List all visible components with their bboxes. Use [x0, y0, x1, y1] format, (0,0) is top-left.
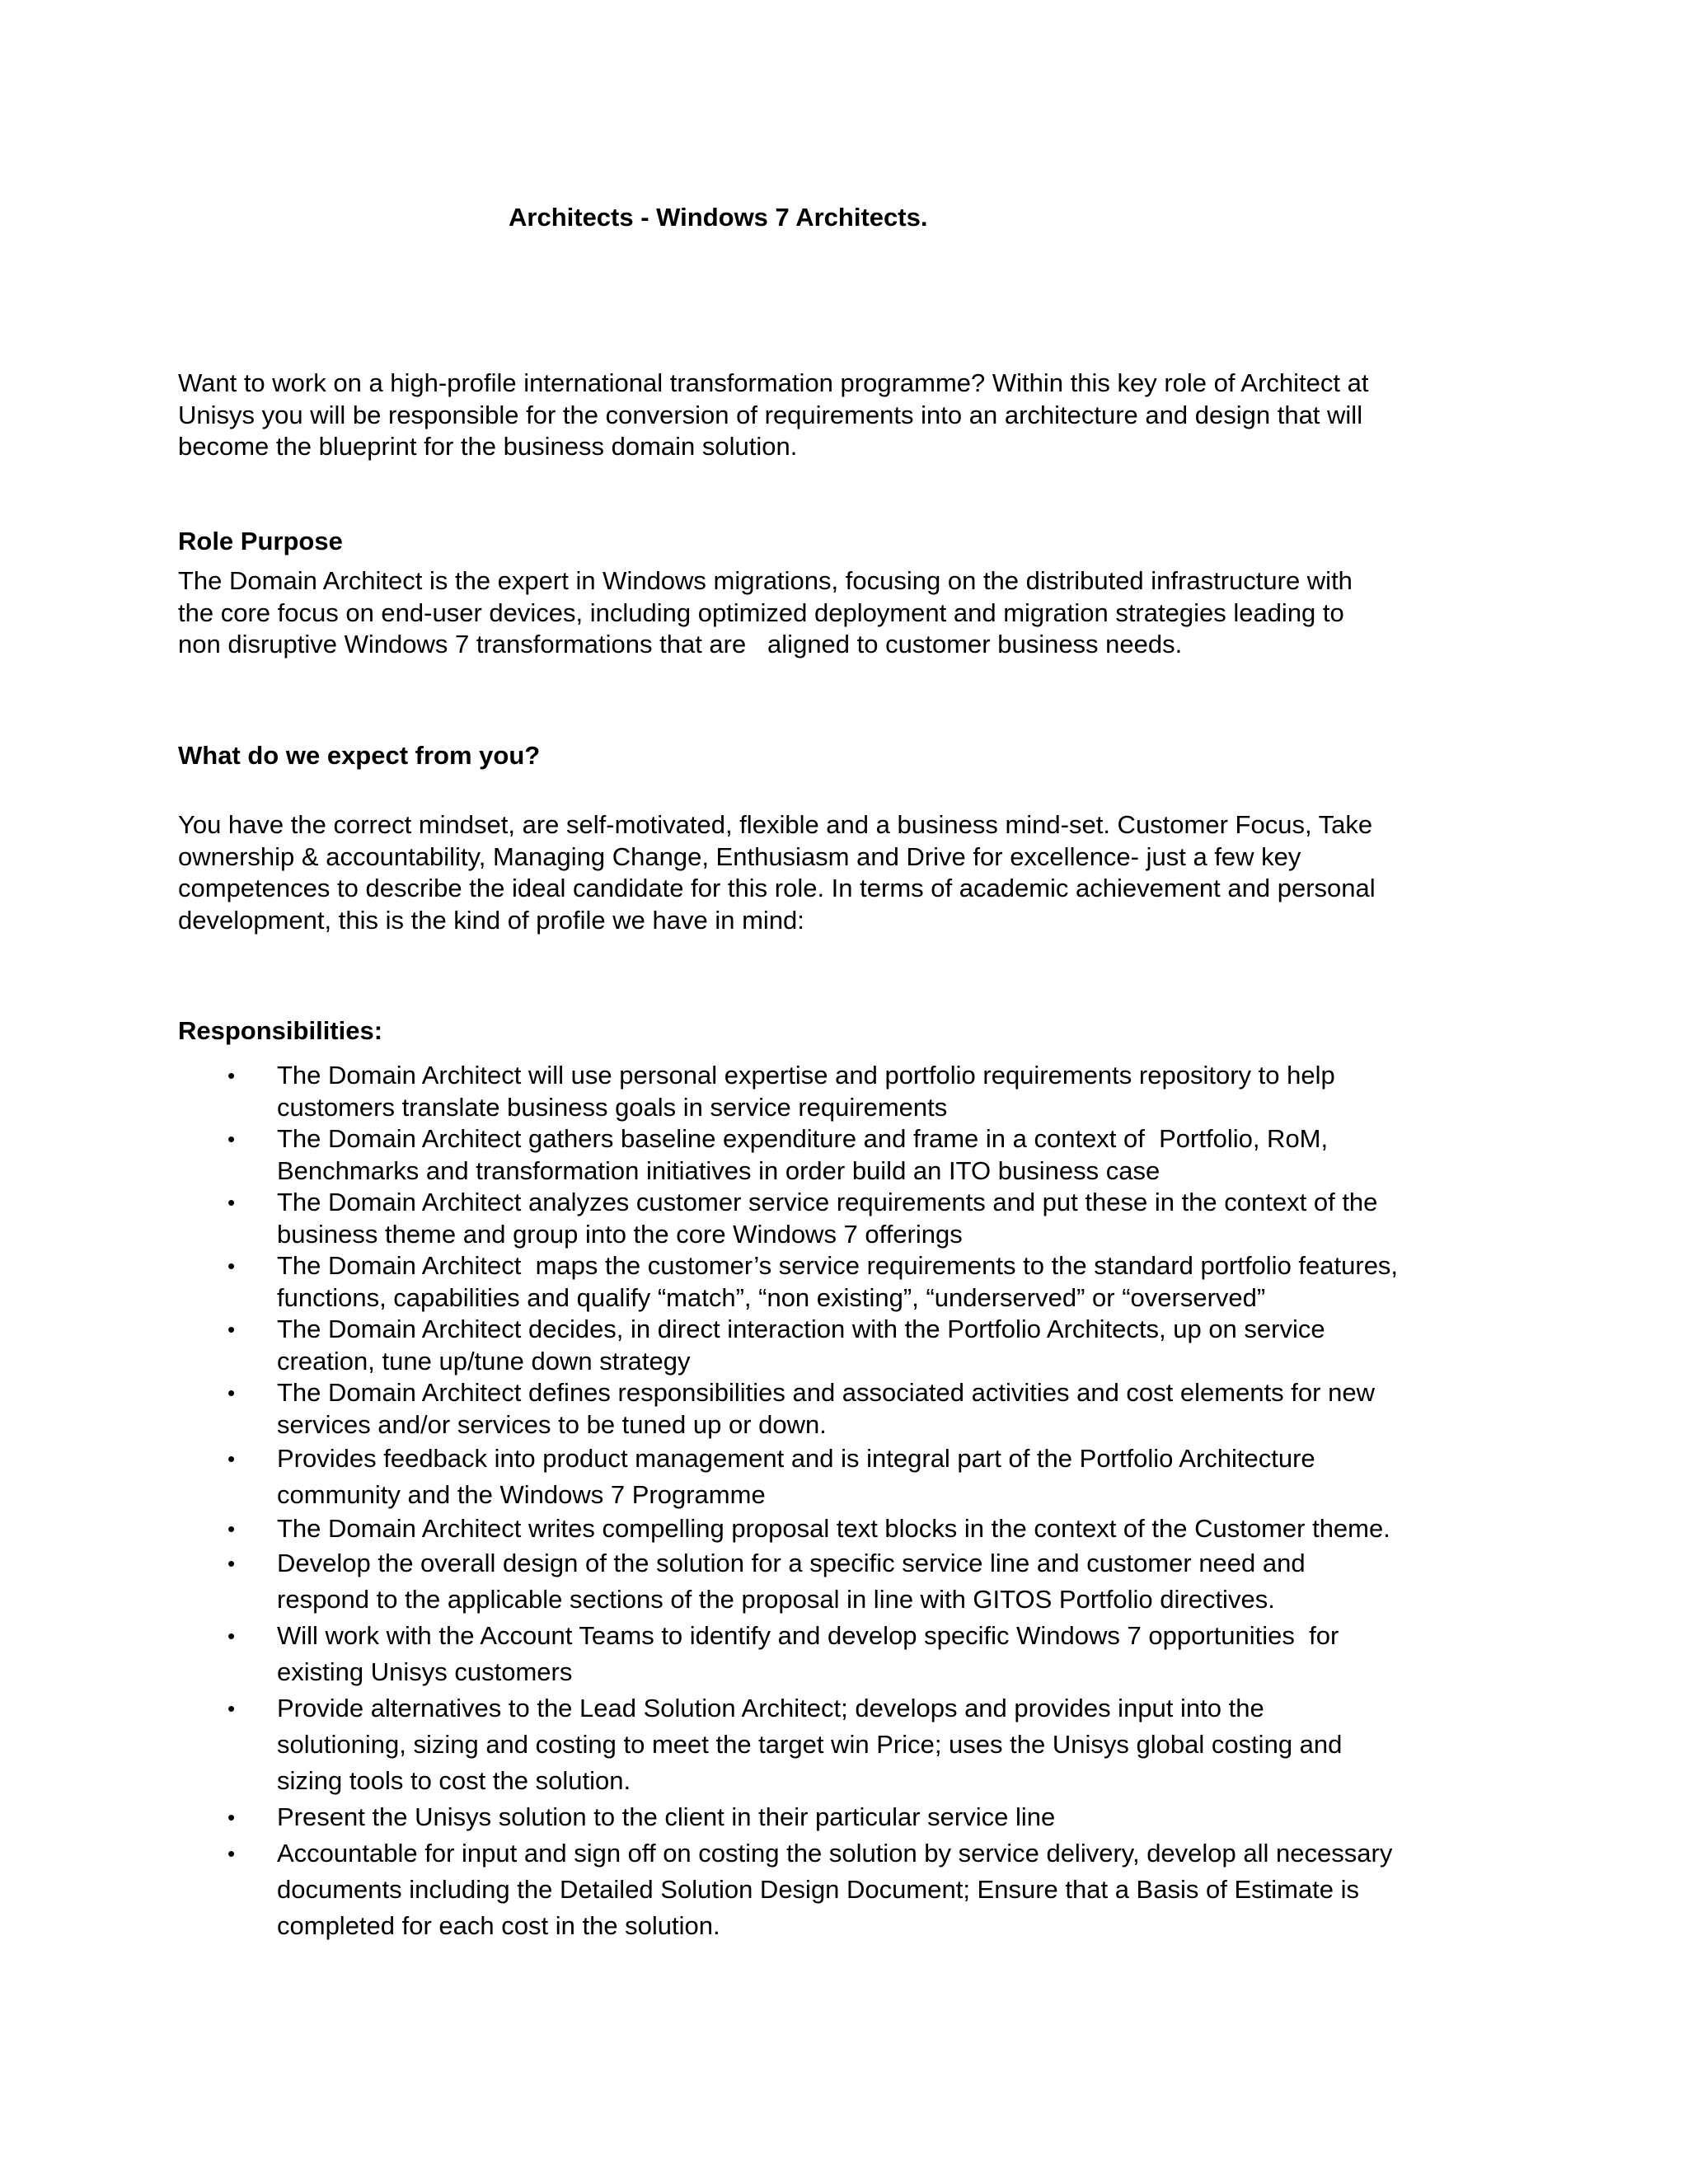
responsibility-line: functions, capabilities and qualify “match”, “non existing”, “underserved” or “overserved”	[277, 1282, 1266, 1312]
intro-line: Unisys you will be responsible for the conversion of requirements into an architecture and design that will	[178, 400, 1363, 429]
responsibility-item	[0, 1799, 1688, 1835]
bullet-icon: •	[227, 1190, 236, 1215]
responsibility-item	[0, 1123, 1688, 1187]
responsibility-line: The Domain Architect will use personal expertise and portfolio requirements repository to help	[277, 1061, 1335, 1090]
responsibility-item	[0, 1545, 1688, 1618]
responsibility-line: existing Unisys customers	[277, 1657, 573, 1686]
responsibility-item	[0, 1314, 1688, 1377]
expectations-line: ownership & accountability, Managing Change, Enthusiasm and Drive for excellence- just a few key	[178, 841, 1301, 871]
responsibilities-heading: Responsibilities:	[178, 1016, 383, 1045]
bullet-icon: •	[227, 1446, 236, 1471]
responsibility-item	[0, 1835, 1688, 1944]
responsibility-item	[0, 1377, 1688, 1441]
responsibility-line: The Domain Architect maps the customer’s service requirements to the standard portfolio features,	[277, 1251, 1399, 1280]
responsibility-item	[0, 1250, 1688, 1314]
responsibility-item	[0, 1187, 1688, 1250]
bullet-icon: •	[227, 1317, 236, 1342]
role-purpose-paragraph	[178, 565, 1505, 661]
bullet-icon: •	[227, 1623, 236, 1648]
responsibility-line: Provide alternatives to the Lead Solution Architect; develops and provides input into the	[277, 1693, 1264, 1722]
bullet-icon: •	[227, 1516, 236, 1541]
responsibility-item	[0, 1513, 1688, 1545]
expectations-line: You have the correct mindset, are self-motivated, flexible and a business mind-set. Customer Focus, Take	[178, 810, 1373, 839]
responsibility-line: completed for each cost in the solution.	[277, 1910, 720, 1940]
expectations-paragraph	[178, 809, 1505, 936]
bullet-icon: •	[227, 1127, 236, 1151]
responsibility-item	[0, 1690, 1688, 1799]
responsibility-line: customers translate business goals in service requirements	[277, 1092, 948, 1122]
responsibility-item	[0, 1618, 1688, 1690]
document-title: Architects - Windows 7 Architects.	[509, 203, 928, 232]
responsibility-line: creation, tune up/tune down strategy	[277, 1346, 691, 1376]
responsibility-line: Present the Unisys solution to the client in their particular service line	[277, 1802, 1056, 1831]
role-purpose-line: The Domain Architect is the expert in Windows migrations, focusing on the distributed infrastructure with	[178, 566, 1353, 595]
responsibility-line: The Domain Architect gathers baseline expenditure and frame in a context of Portfolio, RoM,	[277, 1124, 1329, 1153]
responsibility-line: documents including the Detailed Solution Design Document; Ensure that a Basis of Estimate is	[277, 1874, 1360, 1904]
responsibility-line: The Domain Architect analyzes customer service requirements and put these in the context of the	[277, 1188, 1378, 1216]
intro-line: Want to work on a high-profile international transformation programme? Within this key role of Architect at	[178, 368, 1369, 397]
bullet-icon: •	[227, 1804, 236, 1830]
responsibility-line: The Domain Architect writes compelling proposal text blocks in the context of the Customer theme.	[277, 1514, 1390, 1543]
responsibility-line: The Domain Architect defines responsibilities and associated activities and cost elements for new	[277, 1378, 1375, 1407]
role-purpose-line: the core focus on end-user devices, including optimized deployment and migration strategies leading to	[178, 598, 1344, 627]
responsibility-item	[0, 1060, 1688, 1123]
bullet-icon: •	[227, 1380, 236, 1405]
bullet-icon: •	[227, 1254, 236, 1278]
responsibility-line: business theme and group into the core Windows 7 offerings	[277, 1219, 963, 1249]
role-purpose-line: non disruptive Windows 7 transformations that are aligned to customer business needs.	[178, 630, 1183, 658]
bullet-icon: •	[227, 1550, 236, 1576]
responsibility-line: Will work with the Account Teams to identify and develop specific Windows 7 opportunities for	[277, 1620, 1339, 1650]
responsibility-line: Provides feedback into product management and is integral part of the Portfolio Architecture	[277, 1444, 1315, 1473]
responsibility-line: Benchmarks and transformation initiatives in order build an ITO business case	[277, 1155, 1160, 1185]
responsibility-item	[0, 1441, 1688, 1513]
responsibility-line: services and/or services to be tuned up or down.	[277, 1409, 827, 1439]
responsibility-line: The Domain Architect decides, in direct interaction with the Portfolio Architects, up on service	[277, 1315, 1325, 1343]
role-purpose-heading: Role Purpose	[178, 527, 343, 555]
responsibility-line: respond to the applicable sections of the proposal in line with GITOS Portfolio directives.	[277, 1584, 1275, 1614]
responsibility-line: Develop the overall design of the solution for a specific service line and customer need and	[277, 1548, 1306, 1577]
intro-paragraph	[178, 368, 1505, 463]
expectations-line: development, this is the kind of profile we have in mind:	[178, 905, 804, 935]
expectations-line: competences to describe the ideal candidate for this role. In terms of academic achievement and personal	[178, 874, 1376, 902]
bullet-icon: •	[227, 1063, 236, 1088]
expectations-heading: What do we expect from you?	[178, 741, 541, 770]
responsibility-line: sizing tools to cost the solution.	[277, 1765, 631, 1795]
intro-line: become the blueprint for the business domain solution.	[178, 432, 798, 461]
responsibility-line: Accountable for input and sign off on costing the solution by service delivery, develop all necessary	[277, 1838, 1393, 1868]
responsibility-line: community and the Windows 7 Programme	[277, 1480, 766, 1509]
bullet-icon: •	[227, 1695, 236, 1721]
responsibilities-list	[0, 1060, 1688, 1944]
bullet-icon: •	[227, 1840, 236, 1866]
responsibility-line: solutioning, sizing and costing to meet the target win Price; uses the Unisys global costing and	[277, 1729, 1343, 1759]
